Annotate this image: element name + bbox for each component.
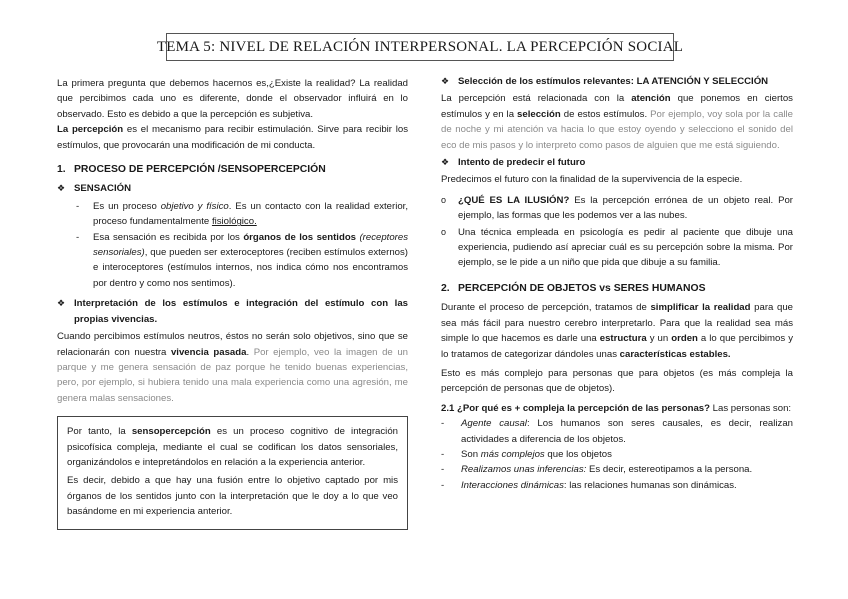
perception-definition: La percepción es el mecanismo para recibir estimulación. Sirve para recibir los estímulos, que provocarán una modificación de mi conducta.: [57, 124, 408, 151]
interpretacion-heading: ❖ Interpretación de los estímulos e integración del estímulo con las propias vivencias.: [57, 298, 408, 325]
summary-paragraph-1: Por tanto, la sensopercepción es un proceso cognitivo de integración psicofísica compleja, mediante el cual se codifican los datos sensoriales, organizándolos e intepretándolos en relación a la experiencia anterior.: [67, 426, 398, 468]
question-2-1: 2.1 ¿Por qué es + compleja la percepción de las personas? Las personas son:: [441, 402, 792, 414]
section-2-heading: 2. PERCEPCIÓN DE OBJETOS vs SERES HUMANOS: [441, 282, 706, 294]
interpretacion-paragraph: Cuando percibimos estímulos neutros, éstos no serán solo objetivos, sino que se relacionarán con nuestra vivencia pasada. Por ejemplo, veo la imagen de un parque y me genera sensación de paz porque he tenido buenas experiencias, pero, por ejemplo, si hubiera tenido una mala experiencia como una agresión, me genera malas sensaciones.: [57, 331, 408, 404]
dash-bullet: -: [441, 448, 445, 460]
circle-bullet: o: [441, 226, 447, 237]
seleccion-heading: ❖ Selección de los estímulos relevantes: LA ATENCIÓN Y SELECCIÓN: [441, 74, 793, 89]
diamond-bullet-icon: ❖: [57, 183, 66, 194]
list-item: o Una técnica empleada en psicología es pedir al paciente que dibuje una experiencia, pudiendo así apreciar cuál es su percepción sobre la misma. Por ejemplo, se le pide a un niño que pida que dibuje a su familia.: [441, 226, 793, 269]
list-item: - Interacciones dinámicas: las relaciones humanas son dinámicas.: [441, 478, 793, 493]
dash-bullet: -: [76, 200, 80, 212]
dash-bullet: -: [441, 464, 445, 476]
dash-bullet: -: [441, 418, 445, 430]
summary-paragraph-2: Es decir, debido a que hay una fusión entre lo objetivo captado por mis órganos de los sentidos junto con la interpretación que le doy a lo que veo basándome en mi experiencia anterior.: [67, 475, 398, 518]
left-column: [57, 76, 408, 530]
list-item: - Agente causal: Los humanos son seres causales, es decir, realizan actividades a diferencia de los objetos.: [441, 418, 793, 445]
diamond-bullet-icon: ❖: [57, 298, 66, 309]
summary-box: [57, 416, 408, 529]
dash-bullet: -: [441, 479, 445, 491]
prediccion-paragraph: Predecimos el futuro con la finalidad de la supervivencia de la especie.: [441, 174, 743, 186]
sensacion-heading: ❖ SENSACIÓN: [57, 181, 408, 196]
list-item: - Realizamos unas inferencias: Es decir, estereotipamos a la persona.: [441, 462, 793, 477]
list-item: - Esa sensación es recibida por los órganos de los sentidos (receptores sensoriales), que pueden ser exteroceptores (reciben estímulos externos) e interoceptores (estímulos internos, nos indica cómo nos encontramos por dentro y como nos sentimos).: [73, 230, 408, 292]
intro-paragraph: La primera pregunta que debemos hacernos es,¿Existe la realidad? La realidad que percibimos cada uno es diferente, donde el observador influirá en lo observado. Esto es debido a que la percepción es subjetiva.: [57, 78, 408, 120]
dash-bullet: -: [76, 231, 80, 243]
diamond-bullet-icon: ❖: [441, 157, 450, 168]
right-column: [441, 74, 793, 493]
list-item: - Son más complejos que los objetos: [441, 447, 793, 462]
section-2-paragraph-2: Esto es más complejo para personas que para objetos (es más compleja la percepción de personas que de objetos).: [441, 367, 793, 395]
seleccion-paragraph: La percepción está relacionada con la atención que ponemos en ciertos estímulos y en la selección de estos estímulos. Por ejemplo, voy sola por la calle de noche y mi atención va hacia lo que estoy oyendo y selecciono el sonido del eco de mis pasos y lo interpreto como pasos de alguien que me está siguiendo.: [441, 93, 794, 151]
prediccion-heading: ❖ Intento de predecir el futuro: [441, 155, 793, 170]
list-item: o ¿QUÉ ES LA ILUSIÓN? Es la percepción errónea de un objeto real. Por ejemplo, las formas que les podemos ver a las nubes.: [441, 194, 793, 222]
list-item: - Es un proceso objetivo y físico. Es un contacto con la realidad exterior, proceso fundamentalmente fisiológico.: [73, 199, 408, 230]
diamond-bullet-icon: ❖: [441, 76, 450, 86]
document-title: TEMA 5: NIVEL DE RELACIÓN INTERPERSONAL. LA PERCEPCIÓN SOCIAL: [166, 33, 674, 61]
circle-bullet: o: [441, 194, 447, 205]
section-1-heading: 1. PROCESO DE PERCEPCIÓN /SENSOPERCEPCIÓN: [57, 164, 326, 176]
section-2-paragraph-1: Durante el proceso de percepción, tratamos de simplificar la realidad para que sea más fácil para nuestro cerebro interpretarlo. Para que la realidad sea más simple lo que hacemos es darle una estructura y un orden a lo que percibimos y lo tratamos de categorizar dándoles unas características estables.: [441, 302, 793, 360]
